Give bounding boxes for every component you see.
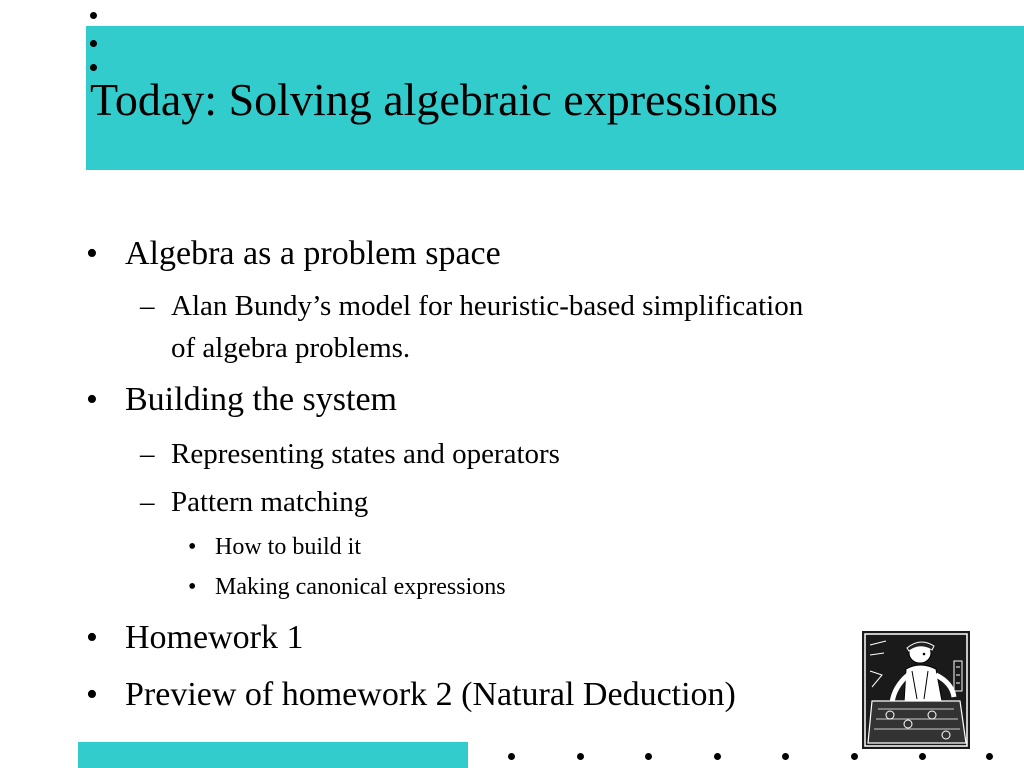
decorative-dot xyxy=(645,753,652,760)
decorative-dot xyxy=(851,753,858,760)
bullet-marker: • xyxy=(86,381,98,418)
sub-sub-bullet-text: Making canonical expressions xyxy=(215,574,506,600)
slide-title: Today: Solving algebraic expressions xyxy=(90,74,778,125)
decorative-dot xyxy=(782,753,789,760)
decorative-dot xyxy=(577,753,584,760)
bullet-marker: • xyxy=(86,619,98,656)
dash-marker: – xyxy=(140,438,155,470)
sub-sub-bullet-text: How to build it xyxy=(215,534,362,560)
bullet-text: Preview of homework 2 (Natural Deduction) xyxy=(125,676,736,713)
dash-marker: – xyxy=(140,290,155,322)
bullet-marker: • xyxy=(86,235,98,272)
decorative-dot xyxy=(714,753,721,760)
bullet-marker: • xyxy=(188,574,197,600)
bullet-marker: • xyxy=(188,534,197,560)
sub-bullet-text: Representing states and operators xyxy=(171,438,560,470)
decorative-dot xyxy=(986,753,993,760)
decorative-dot xyxy=(90,12,97,19)
bullet-text: Building the system xyxy=(125,381,397,418)
bullet-text: Algebra as a problem space xyxy=(125,235,501,272)
sub-bullet-text: Alan Bundy’s model for heuristic-based simplification xyxy=(171,290,804,322)
bullet-marker: • xyxy=(86,676,98,713)
decorative-dot xyxy=(508,753,515,760)
dash-marker: – xyxy=(140,486,155,518)
sub-bullet-continuation xyxy=(171,327,410,369)
footer-band xyxy=(78,742,468,768)
bullet-text: Homework 1 xyxy=(125,619,304,656)
sub-bullet-text: Pattern matching xyxy=(171,486,369,518)
sub-bullet-text: of algebra problems. xyxy=(171,332,411,364)
decorative-dot xyxy=(919,753,926,760)
decorative-dot xyxy=(90,40,97,47)
worker-at-machine-icon xyxy=(862,631,970,749)
